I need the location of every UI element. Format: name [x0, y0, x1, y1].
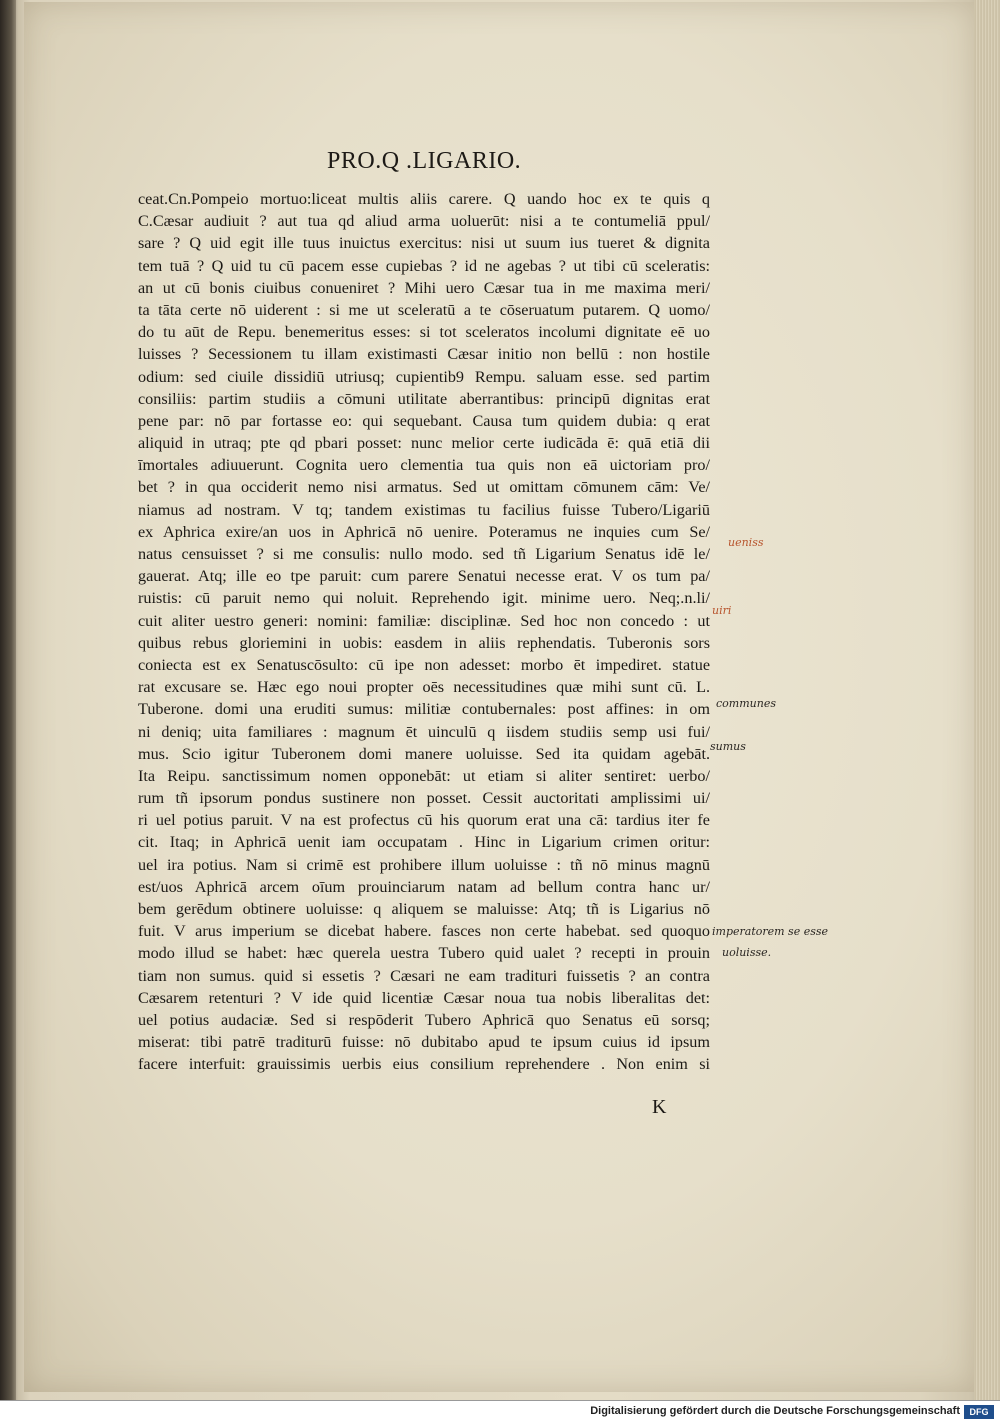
text-line: quibus rebus gloriemini in uobis: easdem in aliis rephendatis. Tuberonis sors	[138, 633, 710, 652]
footer-bar	[0, 1400, 1000, 1423]
text-line: consiliis: partim studiis a cōmuni utilitate aberrantibus: principū dignitas erat	[138, 389, 710, 408]
text-line: Tuberone. domi una eruditi sumus: militiæ contubernales: post affines: in om	[138, 700, 710, 719]
text-line: luisses ? Secessionem tu illam existimasti Cæsar initio non bellū : non hostile	[138, 345, 710, 364]
text-line: est/uos Aphricā arcem oīum prouinciarum natam ad bellum contra hanc ur/	[138, 877, 710, 896]
text-line: Cæsarem retenturi ? V ide quid licentiæ Cæsar noua tua nobis liberalitas det:	[138, 988, 710, 1007]
marginal-note-4: sumus	[710, 740, 746, 753]
text-line: pene par: nō par fortasse eo: qui sequebant. Causa tum quidem dubia: q erat	[138, 411, 710, 430]
text-line: an ut cū bonis ciuibus conueniret ? Mihi uero Cæsar tua in me maxima meri/	[138, 278, 710, 297]
text-line: ex Aphrica exire/an uos in Aphricā nō uenire. Poteramus ne inquies cum Se/	[138, 522, 710, 541]
text-line: fuit. V arus imperium se dicebat habere. fasces non certe habebat. sed quoquo	[138, 922, 710, 941]
text-line: uel potius audaciæ. Sed si respōderit Tubero Aphricā quo Senatus eū sorsq;	[138, 1010, 710, 1029]
text-line: aliquid in utraq; pte qd pbari posset: nunc melior certe iudicāda ē: quā etiā dii	[138, 434, 710, 453]
text-line: tem tuā ? Q uid tu cū pacem esse cupiebas ? id ne agebas ? ut tibi cū sceleratis:	[138, 256, 710, 275]
marginal-note-2: uiri	[712, 604, 732, 617]
text-line: īmortales adiuuerunt. Cognita uero clementia tua quis non eā uictoriam pro/	[138, 456, 710, 475]
text-line: niamus ad nostram. V tq; tandem existimas tu facilius fuisse Tubero/Ligariū	[138, 500, 710, 519]
marginal-note-3: communes	[716, 697, 776, 710]
text-line: do tu aūt de Repu. benemeritus esses: si tot sceleratos incolumi dignitate eē uo	[138, 323, 710, 342]
text-line: tiam non sumus. quid si essetis ? Cæsari ne eam tradituri fuissetis ? an contra	[138, 966, 710, 985]
text-line: ta tāta certe nō uiderent : si me ut sceleratū a te cōseruatum putarem. Q uomo/	[138, 300, 710, 319]
signature-mark: K	[652, 1096, 667, 1118]
marginal-note-6: uoluisse.	[722, 946, 772, 959]
marginal-note-1: ueniss	[728, 536, 764, 549]
text-line: uel ira potius. Nam si crimē est prohibere illum uoluisse : tñ nō minus magnū	[138, 855, 710, 874]
text-line: C.Cæsar audiuit ? aut tua qd aliud arma uoluerūt: nisi a te contumeliā ppul/	[138, 212, 710, 231]
page-stack-edge	[974, 0, 1000, 1400]
text-line: odium: sed ciuile dissidiū utriusq; cupientib9 Rempu. saluam esse. sed partim	[138, 367, 710, 386]
text-line: rum tñ ipsorum pondus sustinere non posset. Cessit auctoritati amplissimi ui/	[138, 789, 710, 808]
text-line: ri uel potius paruit. V na est profectus cū his quorum erat una cā: tardius iter fe	[138, 811, 710, 830]
text-line: bet ? in qua occiderit nemo nisi armatus. Sed ut omittam cōmunem cām: Ve/	[138, 478, 710, 497]
text-line: natus censuisset ? si me consulis: nullo modo. sed tñ Ligarium Senatus idē le/	[138, 545, 710, 563]
text-line: bem gerēdum obtinere uoluisse: q aliquem se maluisse: Atq; tñ is Ligarius nō	[138, 900, 710, 918]
text-line: ruistis: cū paruit nemo qui noluit. Reprehendo igit. minime uero. Neq;.n.li/	[138, 589, 710, 608]
dfg-logo: DFG	[964, 1405, 994, 1419]
text-line: gauerat. Atq; ille eo tpe paruit: cum parere Senatui necesse erat. V os tum pa/	[138, 567, 710, 586]
text-line: sare ? Q uid egit ille tuus inuictus exercitus: nisi ut suum ius tueret & dignita	[138, 234, 710, 253]
footer-credit: Digitalisierung gefördert durch die Deutsche Forschungsgemeinschaft	[590, 1405, 960, 1417]
text-line: ni deniq; uita familiares : magnum ēt uinculū q iisdem studiis semp usi fui/	[138, 722, 710, 741]
running-head: PRO.Q .LIGARIO.	[327, 148, 522, 174]
facing-page-edge	[0, 0, 16, 1400]
text-line: rat excusare se. Hæc ego noui propter oēs necessitudines quæ mihi sunt cū. L.	[138, 678, 710, 697]
text-line: facere interfuit: grauissimis uerbis eius consilium reprehendere . Non enim si	[138, 1055, 710, 1074]
marginal-note-5: imperatorem se esse	[712, 925, 829, 938]
text-line: modo illud se habet: hæc querela uestra Tubero quid ualet ? recepti in prouin	[138, 944, 710, 963]
text-line: cuit aliter uestro generi: nomini: familiæ: disciplinæ. Sed hoc non concedo : ut	[138, 611, 710, 630]
body-text-block	[138, 188, 710, 1076]
text-line: Ita Reipu. sanctissimum nomen opponebāt: ut etiam si aliter sentiret: uerbo/	[138, 766, 710, 785]
text-line: coniecta est ex Senatuscōsulto: cū ipe non adesset: morbo ēt impediret. statue	[138, 655, 710, 674]
text-line: ceat.Cn.Pompeio mortuo:liceat multis aliis carere. Q uando hoc ex te quis q	[138, 190, 710, 208]
text-line: cit. Itaq; in Aphricā uenit iam occupatam . Hinc in Ligarium crimen oritur:	[138, 833, 710, 852]
text-line: mus. Scio igitur Tuberonem domi manere uoluisse. Sed ita quidam agebāt.	[138, 744, 710, 763]
text-line: miserat: tibi patrē traditurū fuisse: nō dubitabo apud te ipsum cuius id ipsum	[138, 1033, 710, 1052]
